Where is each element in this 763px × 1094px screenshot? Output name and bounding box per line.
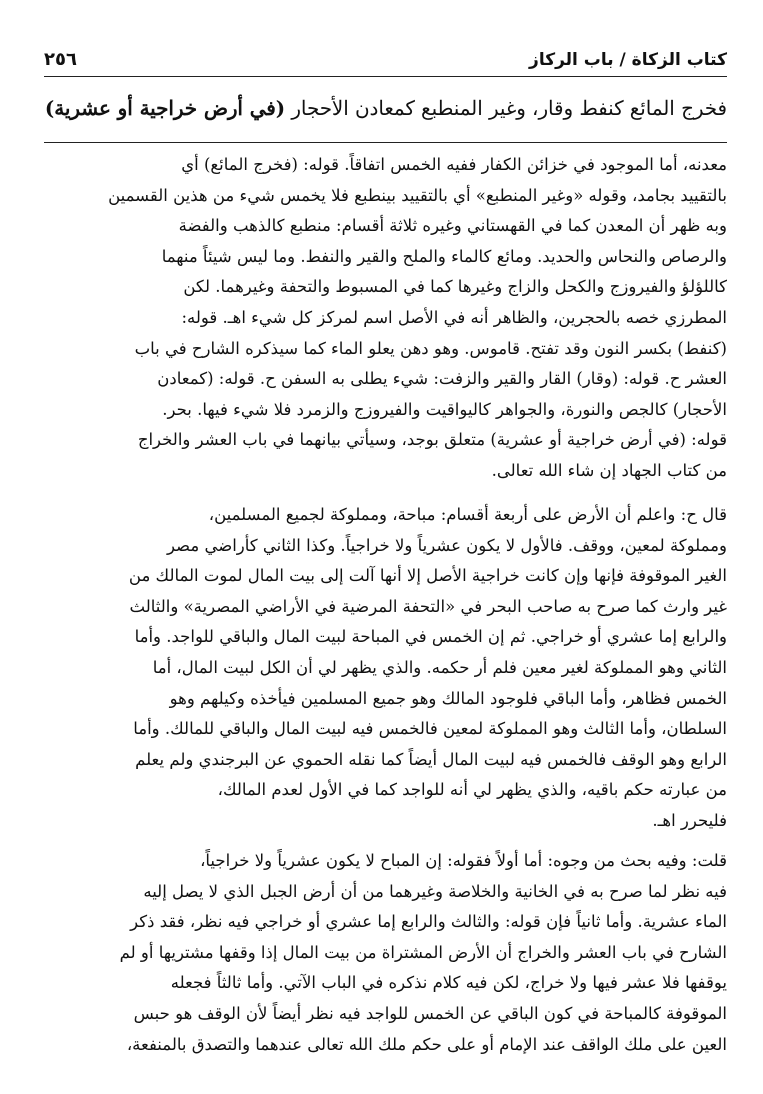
text-line: معدنه، أما الموجود في خزائن الكفار ففيه الخمس اتفاقاً. قوله: (فخرج المائع) أي xyxy=(181,155,727,174)
main-text-line xyxy=(44,86,727,130)
text-line: كاللؤلؤ والفيروزج والكحل والزاج وغيرها كما في المسبوط والتحفة وغيرهما. لكن xyxy=(183,277,727,297)
text-line: بالتقييد بجامد، وقوله «وغير المنطبع» أي بالتقييد بينطبع فلا يخمس شيء من هذين القسمين xyxy=(108,185,727,205)
commentary-paragraph-1 xyxy=(44,150,727,487)
text-line: ومملوكة لمعين، ووقف. فالأول لا يكون عشرياً ولا خراجياً. وكذا الثاني كأراضي مصر xyxy=(166,535,727,555)
text-line: من كتاب الجهاد إن شاء الله تعالى. xyxy=(491,460,727,480)
text-line: الغير الموقوفة فإنها وإن كانت خراجية الأصل إلا أنها آلت إلى بيت المال لموت المالك من xyxy=(128,566,727,586)
text-line: من عبارته حكم باقيه، والذي يظهر لي أنه للواجد كما في الأول لعدم المالك، xyxy=(217,780,727,800)
text-line: العين على ملك الواقف عند الإمام أو على حكم ملك الله تعالى عندهما والتصدق بالمنفعة، xyxy=(126,1034,727,1054)
chapter-title: كتاب الزكاة / باب الركاز xyxy=(529,50,727,70)
separator-rule xyxy=(44,142,727,143)
text-line: فيه نظر لما صرح به في الخانية والخلاصة وغيرهما من أن أرض الجبل الذي لا يصل إليه xyxy=(143,881,727,901)
text-line: غير وارث كما صرح به صاحب البحر في «التحفة المرضية في الأراضي المصرية» والثالث xyxy=(129,596,727,616)
text-line: الثاني وهو المملوكة لغير معين فلم أر حكمه. والذي يظهر لي أن الكل لبيت المال، أما xyxy=(152,657,727,677)
text-line: المطرزي خصه بالحجرين، والظاهر أنه في الأصل اسم لمركز كل شيء اهـ. قوله: xyxy=(181,307,727,327)
text-line: الموقوفة كالمباحة في كون الباقي عن الخمس للواجد فيه نظر أيضاً لأن الوقف هو حبس xyxy=(133,1003,727,1023)
text-line: وبه ظهر أن المعدن كما في القهستاني وغيره ثلاثة أقسام: منطبع كالذهب والفضة xyxy=(178,216,727,236)
text-line: العشر ح. قوله: (وقار) القار والقير والزفت: شيء يطلى به السفن ح. قوله: (كمعادن xyxy=(157,369,727,389)
text-line: والرابع إما عشري أو خراجي. ثم إن الخمس في المباحة لبيت المال والباقي للواجد. وأما xyxy=(134,627,727,647)
text-line: الخمس فظاهر، وأما الباقي فلوجود المالك وهو جميع المسلمين فيأخذه وكيلهم وهو xyxy=(169,688,727,708)
text-line: قال ح: واعلم أن الأرض على أربعة أقسام: مباحة، ومملوكة لجميع المسلمين، xyxy=(208,505,727,524)
page-number: ٢٥٦ xyxy=(44,49,77,70)
matn-text: فخرج المائع كنفط وقار، وغير المنطبع كمعادن الأحجار xyxy=(291,97,727,120)
text-line: قوله: (في أرض خراجية أو عشرية) متعلق بوجد، وسيأتي بيانهما في باب العشر والخراج xyxy=(137,430,727,450)
text-line: فليحرر اهـ. xyxy=(652,810,727,830)
text-line: الشارح في باب العشر والخراج أن الأرض المشتراة من بيت المال إذا وقفها مشتريها أو لم xyxy=(119,942,727,962)
text-line: قلت: وفيه بحث من وجوه: أما أولاً فقوله: إن المباح لا يكون عشرياً ولا خراجياً، xyxy=(200,851,727,870)
commentary-paragraph-2 xyxy=(44,500,727,837)
commentary-paragraph-3 xyxy=(44,846,727,1060)
text-line: (كنفط) بكسر النون وقد تفتح. قاموس. وهو دهن يعلو الماء كما سيذكره الشارح في باب xyxy=(134,338,727,358)
text-line: يوقفها فلا عشر فيها ولا خراج، لكن فيه كلام نذكره في الباب الآتي. وأما ثالثاً فجعله xyxy=(170,973,727,993)
text-line: الماء عشرية. وأما ثانياً فإن قوله: والثالث والرابع إما عشري أو خراجي فيه نظر، فقد ذكر xyxy=(130,912,727,932)
running-head xyxy=(44,46,727,77)
matn-bold-text: (في أرض خراجية أو عشرية) xyxy=(44,96,286,120)
text-line: الأحجار) كالجص والنورة، والجواهر كاليواقيت والفيروزج والزمرد فلا شيء فيها. بحر. xyxy=(162,399,727,419)
text-line: والرصاص والنحاس والحديد. ومائع كالماء والملح والقير والنفط. وما ليس شيئاً منهما xyxy=(161,246,727,266)
text-line: الرابع وهو الوقف فالخمس فيه لبيت المال أيضاً كما نقله الحموي عن البرجندي ولم يعلم xyxy=(135,749,727,769)
text-line: السلطان، وأما الثالث وهو المملوكة لمعين فالخمس فيه لبيت المال والباقي للمالك. وأما xyxy=(133,719,727,739)
